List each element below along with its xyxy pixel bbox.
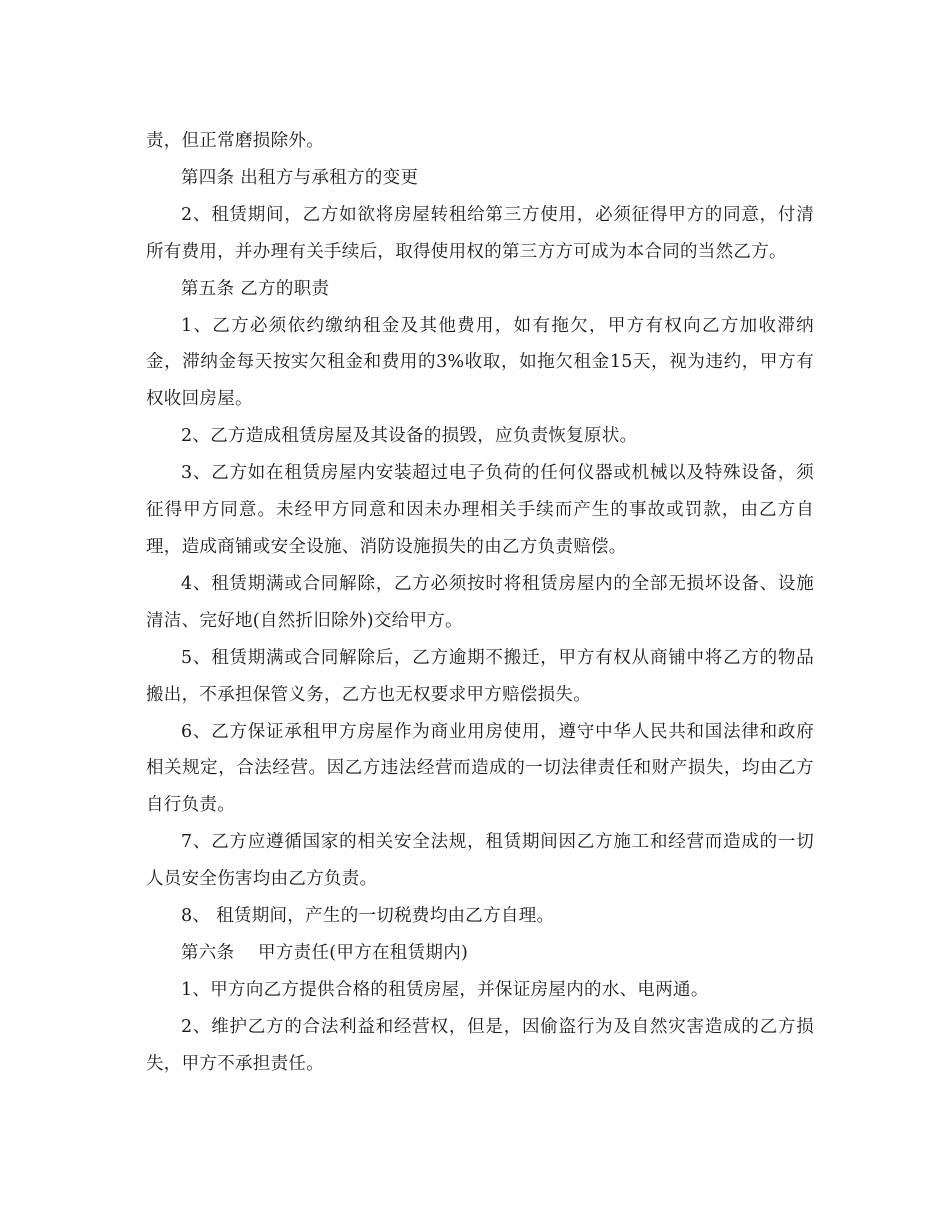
article-4-heading: 第四条 出租方与承租方的变更 — [181, 167, 419, 188]
article-6-clause-1: 1、甲方向乙方提供合格的租赁房屋，并保证房屋内的水、电两通。 — [181, 979, 709, 1000]
article-6-heading: 第六条 甲方责任(甲方在租赁期内) — [181, 942, 469, 963]
article-5-clause-5: 5、租赁期满或合同解除后，乙方逾期不搬迁，甲方有权从商铺中将乙方的物品搬出，不承担保管义务，乙方也无权要求甲方赔偿损失。 — [146, 647, 814, 705]
document-body — [146, 123, 814, 1083]
article-5-clause-7: 7、乙方应遵循国家的相关安全法规，租赁期间因乙方施工和经营而造成的一切人员安全伤害均由乙方负责。 — [146, 832, 814, 890]
article-5-clause-6: 6、乙方保证承租甲方房屋作为商业用房使用，遵守中华人民共和国法律和政府相关规定，合法经营。因乙方违法经营而造成的一切法律责任和财产损失，均由乙方自行负责。 — [146, 721, 814, 816]
article-5-clause-2: 2、乙方造成租赁房屋及其设备的损毁，应负责恢复原状。 — [181, 426, 638, 447]
article-5-clause-3: 3、乙方如在租赁房屋内安装超过电子负荷的任何仪器或机械以及特殊设备，须征得甲方同意。未经甲方同意和因未办理相关手续而产生的事故或罚款，由乙方自理，造成商铺或安全设施、消防设施损失的由乙方负责赔偿。 — [146, 463, 814, 557]
article-5-clause-4: 4、租赁期满或合同解除，乙方必须按时将租赁房屋内的全部无损坏设备、设施清洁、完好地(自然折旧除外)交给甲方。 — [146, 573, 814, 631]
paragraph-continuation: 责，但正常磨损除外。 — [146, 131, 324, 151]
article-6-clause-2: 2、维护乙方的合法利益和经营权，但是，因偷盗行为及自然灾害造成的乙方损失，甲方不承担责任。 — [146, 1016, 814, 1074]
article-5-clause-1: 1、乙方必须依约缴纳租金及其他费用，如有拖欠，甲方有权向乙方加收滞纳金，滞纳金每天按实欠租金和费用的3%收取，如拖欠租金15天，视为违约，甲方有权收回房屋。 — [146, 315, 814, 410]
article-5-heading: 第五条 乙方的职责 — [181, 278, 330, 299]
article-4-clause-2: 2、租赁期间，乙方如欲将房屋转租给第三方使用，必须征得甲方的同意，付清所有费用，并办理有关手续后，取得使用权的第三方方可成为本合同的当然乙方。 — [146, 204, 814, 262]
article-5-clause-8: 8、 租赁期间，产生的一切税费均由乙方自理。 — [181, 906, 555, 927]
